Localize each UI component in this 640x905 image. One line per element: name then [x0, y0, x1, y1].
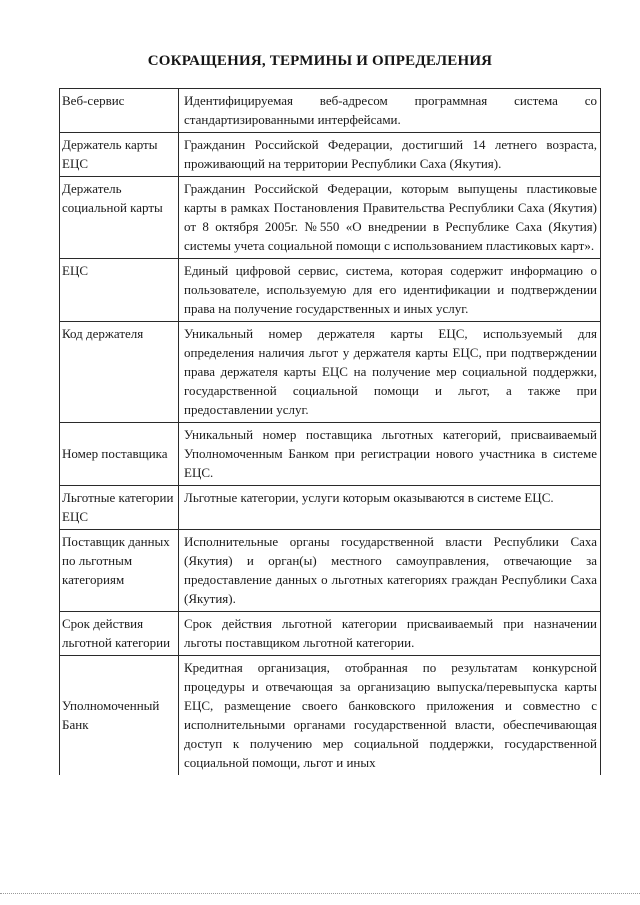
- page-bottom-rule: [0, 893, 640, 894]
- definition-cell: Исполнительные органы государственной власти Республики Саха (Якутия) и орган(ы) местного самоуправления, отвечающие за предоставление данных о льготных категориях граждан Республики Саха (Якутия).: [179, 530, 601, 612]
- definition-cell: Единый цифровой сервис, система, которая содержит информацию о пользователе, используемую для его идентификации и подтверждении права на получение государственных и иных услуг.: [179, 259, 601, 322]
- term-cell: Код держателя: [60, 322, 179, 423]
- table-row: [60, 612, 601, 656]
- table-row: [60, 89, 601, 133]
- terms-table: [59, 88, 601, 775]
- definition-cell: Кредитная организация, отобранная по результатам конкурсной процедуры и отвечающая за организацию выпуска/перевыпуска карты ЕЦС, размещение своего банковского приложения и совместно с исполнительными органами государственной власти, обеспечивающая доступ к получению мер социальной поддержки, государственной социальной помощи, льгот и иных: [179, 656, 601, 776]
- definition-cell: Гражданин Российской Федерации, достигший 14 летнего возраста, проживающий на территории Республики Саха (Якутия).: [179, 133, 601, 177]
- table-row: [60, 322, 601, 423]
- term-cell: ЕЦС: [60, 259, 179, 322]
- term-cell: Уполномоченный Банк: [60, 656, 179, 776]
- table-row: [60, 133, 601, 177]
- definition-cell: Срок действия льготной категории присваиваемый при назначении льготы поставщиком льготной категории.: [179, 612, 601, 656]
- table-row: [60, 530, 601, 612]
- term-cell: Держатель социальной карты: [60, 177, 179, 259]
- definition-cell: Уникальный номер держателя карты ЕЦС, используемый для определения наличия льгот у держателя карты ЕЦС, при подтверждении права держателя карты ЕЦС на получение мер социальной поддержки, государственной социальной помощи и льгот, а также при предоставлении услуг.: [179, 322, 601, 423]
- term-cell: Номер поставщика: [60, 423, 179, 486]
- term-cell: Льготные категории ЕЦС: [60, 486, 179, 530]
- definition-cell: Льготные категории, услуги которым оказываются в системе ЕЦС.: [179, 486, 601, 530]
- definition-cell: Идентифицируемая веб-адресом программная система со стандартизированными интерфейсами.: [179, 89, 601, 133]
- term-cell: Держатель карты ЕЦС: [60, 133, 179, 177]
- table-row: [60, 259, 601, 322]
- definition-cell: Уникальный номер поставщика льготных категорий, присваиваемый Уполномоченным Банком при регистрации нового участника в системе ЕЦС.: [179, 423, 601, 486]
- table-row: [60, 486, 601, 530]
- table-row: [60, 177, 601, 259]
- table-row: [60, 656, 601, 776]
- term-cell: Веб-сервис: [60, 89, 179, 133]
- term-cell: Поставщик данных по льготным категориям: [60, 530, 179, 612]
- page-title: СОКРАЩЕНИЯ, ТЕРМИНЫ И ОПРЕДЕЛЕНИЯ: [147, 53, 493, 69]
- term-cell: Срок действия льготной категории: [60, 612, 179, 656]
- definition-cell: Гражданин Российской Федерации, которым выпущены пластиковые карты в рамках Постановления Правительства Республики Саха (Якутия) от 8 октября 2005г. №550 «О внедрении в Республике Саха (Якутия) системы учета социальной помощи с использованием пластиковых карт».: [179, 177, 601, 259]
- table-row: [60, 423, 601, 486]
